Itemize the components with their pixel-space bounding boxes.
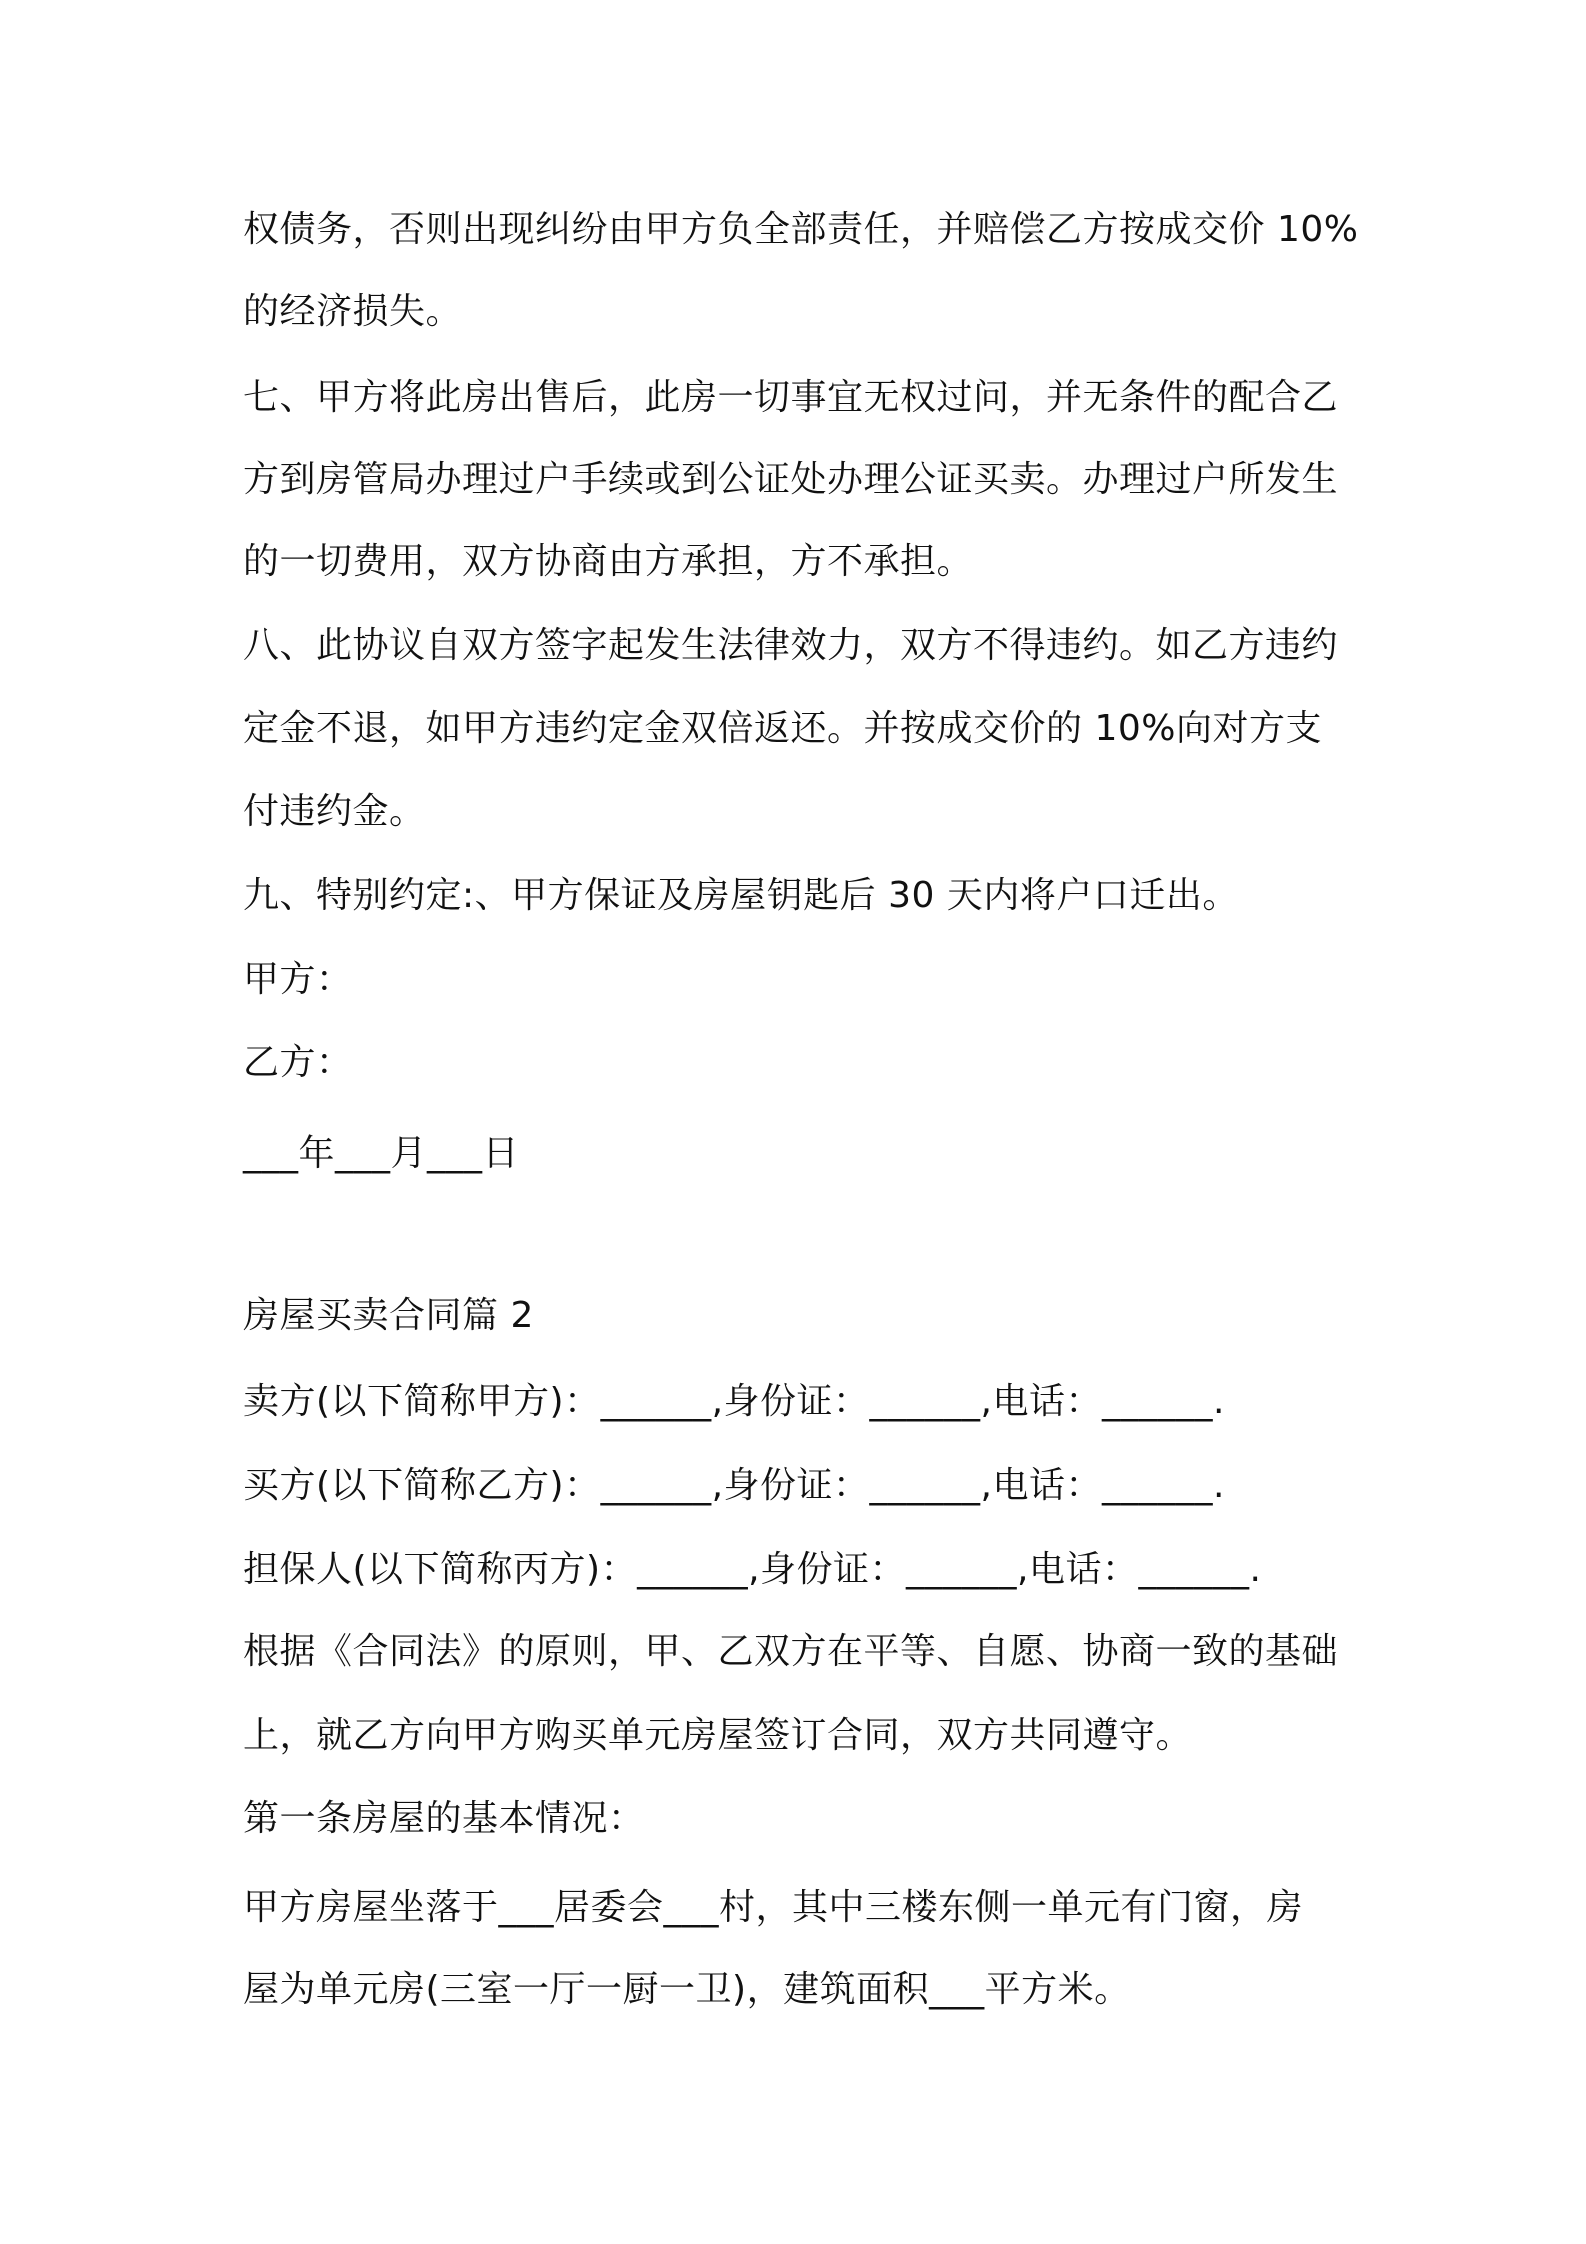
article-heading: 第一条房屋的基本情况： xyxy=(243,1798,645,1839)
text-line: 根据《合同法》的原则，甲、乙双方在平等、自愿、协商一致的基础 xyxy=(243,1631,1339,1672)
text-line: 付违约金。 xyxy=(243,791,426,832)
text-line: 上，就乙方向甲方购买单元房屋签订合同，双方共同遵守。 xyxy=(243,1715,1193,1756)
text-line: 的经济损失。 xyxy=(243,291,463,332)
text-line: 七、甲方将此房出售后，此房一切事宜无权过问，并无条件的配合乙 xyxy=(243,377,1339,418)
date-line: ___年___月___日 xyxy=(243,1133,520,1174)
buyer-line: 买方(以下简称乙方)：______,身份证：______,电话：______. xyxy=(243,1465,1225,1506)
text-line: 权债务，否则出现纠纷由甲方负全部责任，并赔偿乙方按成交价 10% xyxy=(243,209,1359,250)
text-line: 方到房管局办理过户手续或到公证处办理公证买卖。办理过户所发生 xyxy=(243,459,1339,500)
guarantor-line: 担保人(以下简称丙方)：______,身份证：______,电话：______. xyxy=(243,1549,1262,1590)
text-line: 八、此协议自双方签字起发生法律效力，双方不得违约。如乙方违约 xyxy=(243,625,1339,666)
party-b-label: 乙方： xyxy=(243,1042,353,1083)
text-line: 甲方房屋坐落于___居委会___村，其中三楼东侧一单元有门窗，房 xyxy=(243,1887,1304,1928)
seller-line: 卖方(以下简称甲方)：______,身份证：______,电话：______. xyxy=(243,1381,1225,1422)
section-title: 房屋买卖合同篇 2 xyxy=(243,1295,534,1336)
text-line: 九、特别约定:、甲方保证及房屋钥匙后 30 天内将户口迁出。 xyxy=(243,875,1239,916)
party-a-label: 甲方： xyxy=(243,959,353,1000)
text-line: 屋为单元房(三室一厅一厨一卫)，建筑面积___平方米。 xyxy=(243,1969,1131,2010)
text-line: 定金不退，如甲方违约定金双倍返还。并按成交价的 10%向对方支 xyxy=(243,708,1322,749)
text-line: 的一切费用，双方协商由方承担，方不承担。 xyxy=(243,541,974,582)
